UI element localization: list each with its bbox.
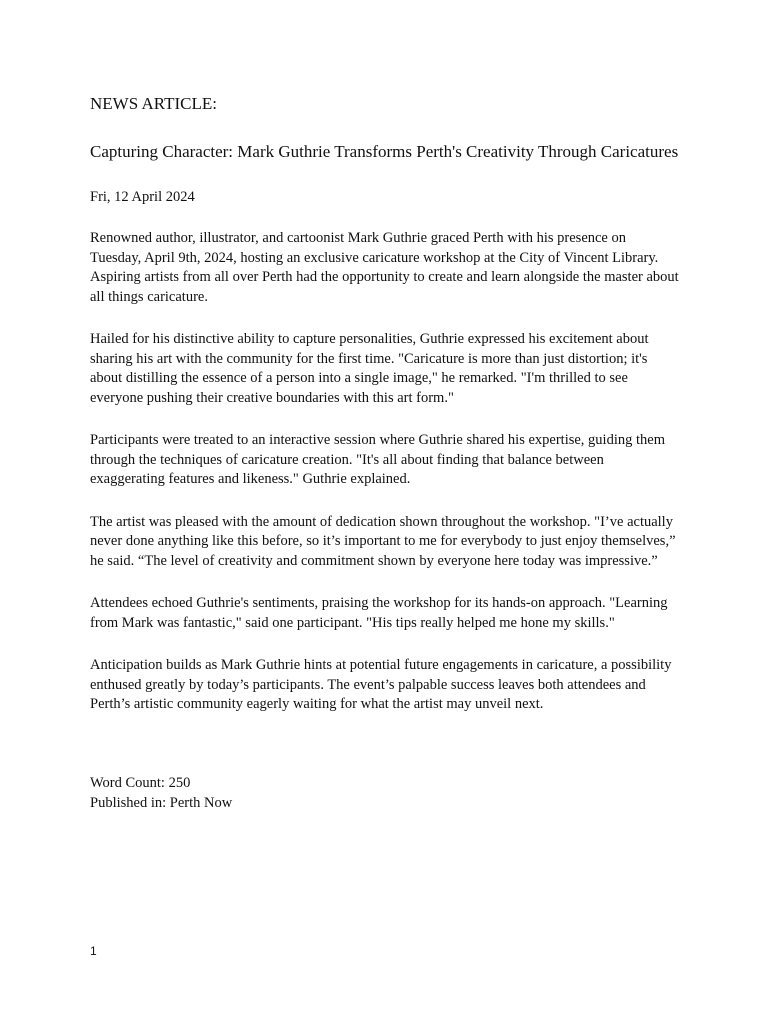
article-paragraph: The artist was pleased with the amount of dedication shown throughout the workshop. "I’ve actually never done anything like this before, so it’s important to me for everybody to just enjoy themselves,” he said. “The level of creativity and commitment shown by everyone here today was impressive.” xyxy=(90,513,676,569)
article-paragraph: Hailed for his distinctive ability to capture personalities, Guthrie expressed his excitement about sharing his art with the community for the first time. "Caricature is more than just distortion; it's about distilling the essence of a person into a single image," he remarked. "I'm thrilled to see everyone pushing their creative boundaries with this art form." xyxy=(90,331,649,406)
page-number: 1 xyxy=(90,944,97,958)
article-paragraph: Anticipation builds as Mark Guthrie hints at potential future engagements in caricature, a possibility enthused greatly by today’s participants. The event’s palpable success leaves both attendees and Perth’s artistic community eagerly waiting for what the artist may unveil next. xyxy=(90,657,672,712)
article-body xyxy=(90,229,680,738)
article-date: Fri, 12 April 2024 xyxy=(90,189,195,205)
published-in: Published in: Perth Now xyxy=(90,795,233,811)
article-headline: Capturing Character: Mark Guthrie Transforms Perth's Creativity Through Caricatures xyxy=(90,142,679,161)
document-label: NEWS ARTICLE: xyxy=(90,94,217,113)
article-paragraph: Attendees echoed Guthrie's sentiments, praising the workshop for its hands-on approach. "Learning from Mark was fantastic," said one participant. "His tips really helped me hone my skills." xyxy=(90,595,668,631)
word-count: Word Count: 250 xyxy=(90,775,191,791)
article-paragraph: Participants were treated to an interactive session where Guthrie shared his expertise, guiding them through the techniques of caricature creation. "It's all about finding that balance between exaggerating features and likeness." Guthrie explained. xyxy=(90,432,665,487)
article-paragraph: Renowned author, illustrator, and cartoonist Mark Guthrie graced Perth with his presence on Tuesday, April 9th, 2024, hosting an exclusive caricature workshop at the City of Vincent Library. Aspiring artists from all over Perth had the opportunity to create and learn alongside the master about all things caricature. xyxy=(90,230,679,305)
article-meta xyxy=(90,773,232,813)
